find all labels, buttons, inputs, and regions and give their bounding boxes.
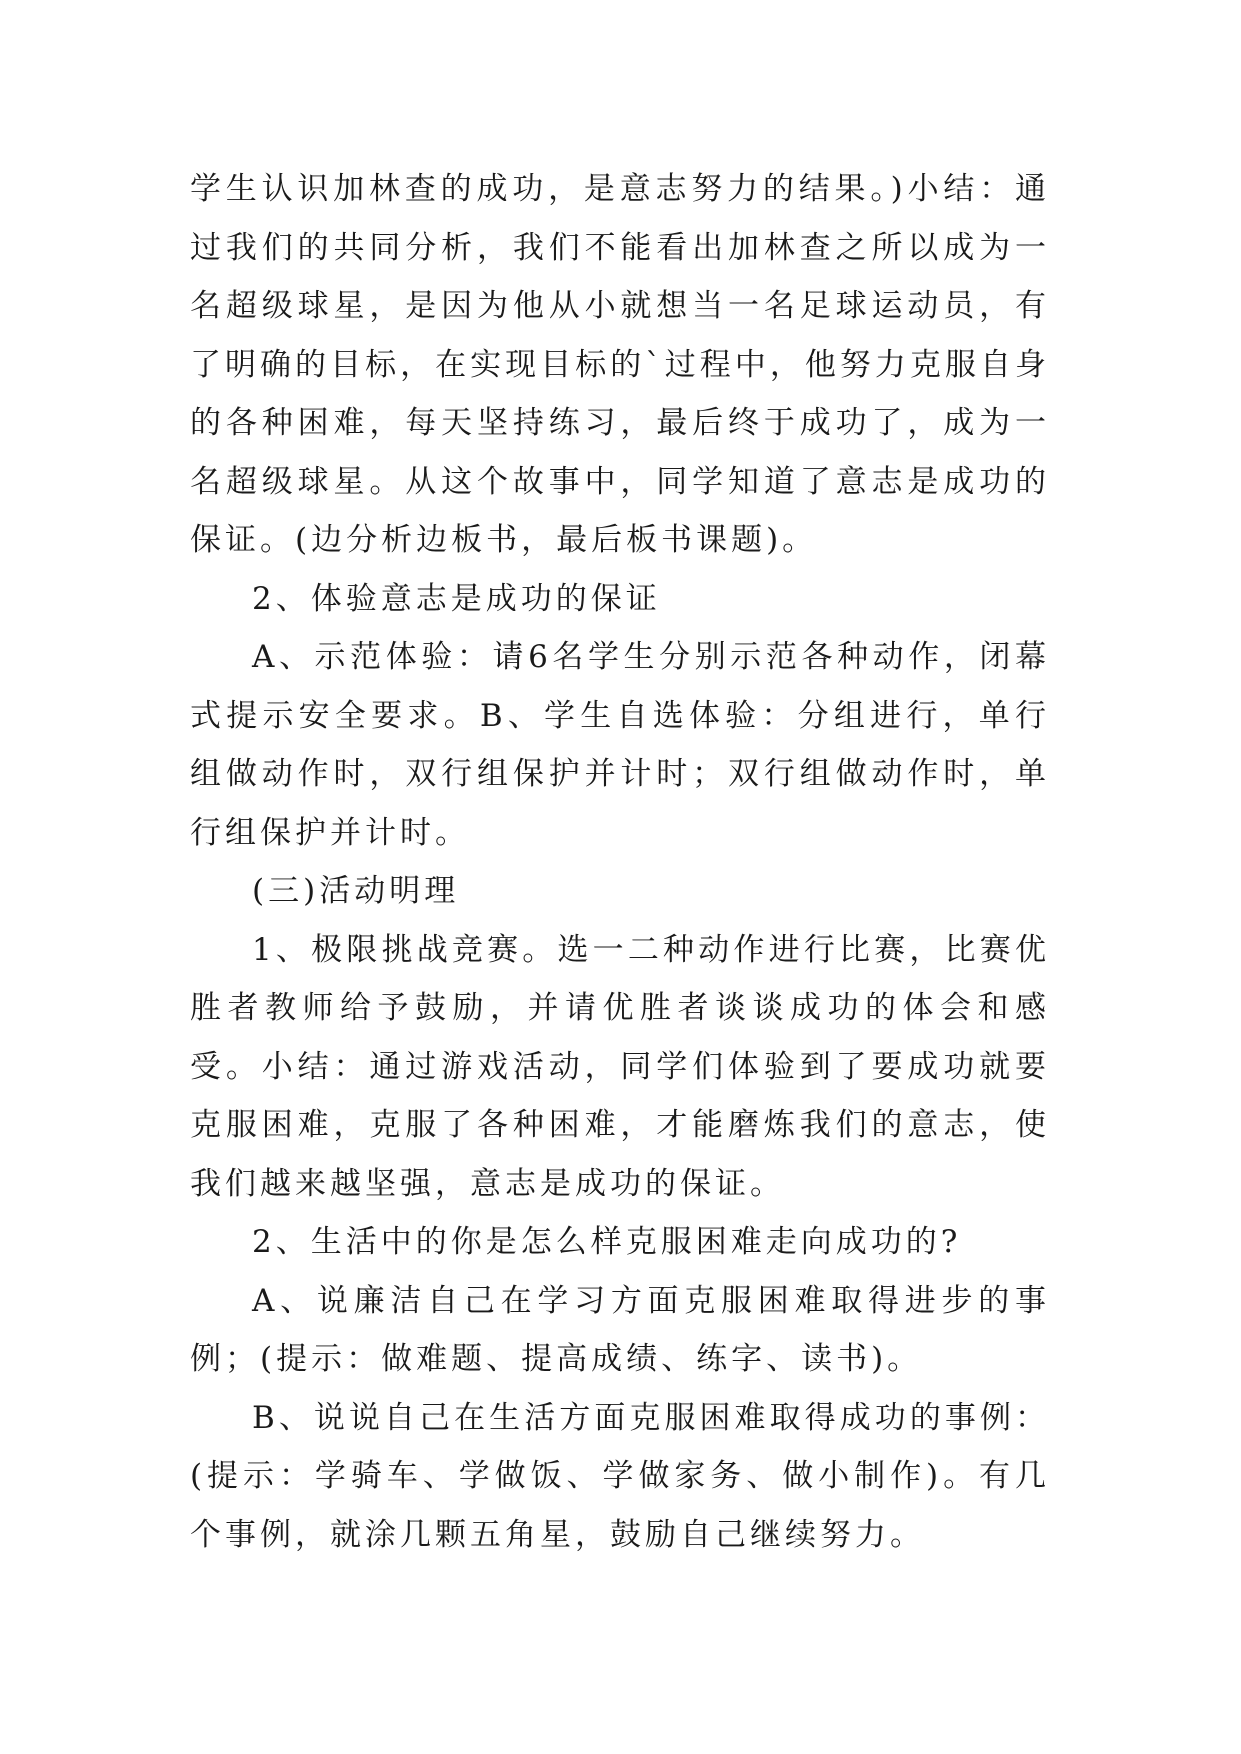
paragraph-5: 1、极限挑战竞赛。选一二种动作进行比赛，比赛优胜者教师给予鼓励，并请优胜者谈谈成功的体会和感受。小结：通过游戏活动，同学们体验到了要成功就要克服困难，克服了各种困难，才能磨炼我们的意志，使我们越来越坚强，意志是成功的保证。 — [190, 931, 1050, 1202]
paragraph-1: 学生认识加林查的成功，是意志努力的结果。)小结：通过我们的共同分析，我们不能看出加林查之所以成为一名超级球星，是因为他从小就想当一名足球运动员，有了明确的目标，在实现目标的`过程中，他努力克服自身的各种困难，每天坚持练习，最后终于成功了，成为一名超级球星。从这个故事中，同学知道了意志是成功的保证。(边分析边板书，最后板书课题)。 — [190, 171, 1050, 558]
paragraph-2: 2、体验意志是成功的保证 — [252, 580, 661, 617]
document-body — [190, 160, 1050, 1564]
paragraph-3: A、示范体验：请6名学生分别示范各种动作，闭幕式提示安全要求。B、学生自选体验：分组进行，单行组做动作时，双行组保护并计时；双行组做动作时，单行组保护并计时。 — [190, 639, 1050, 851]
paragraph-7: A、说廉洁自己在学习方面克服困难取得进步的事例；(提示：做难题、提高成绩、练字、读书)。 — [190, 1282, 1050, 1377]
paragraph-8: B、说说自己在生活方面克服困难取得成功的事例：(提示：学骑车、学做饭、学做家务、做小制作)。有几个事例，就涂几颗五角星，鼓励自己继续努力。 — [190, 1399, 1050, 1553]
paragraph-6: 2、生活中的你是怎么样克服困难走向成功的? — [252, 1224, 962, 1260]
paragraph-4: (三)活动明理 — [252, 873, 460, 909]
